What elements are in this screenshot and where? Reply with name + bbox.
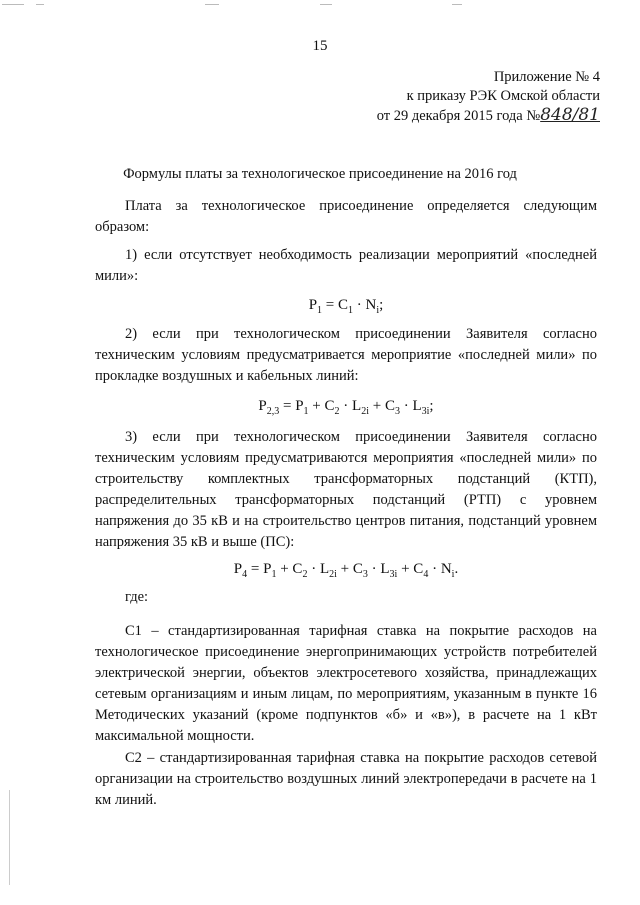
appendix-label: Приложение № 4 bbox=[493, 69, 600, 85]
intro-text: Плата за технологическое присоединение определяется следующим образом: bbox=[95, 198, 597, 235]
formula-p23: $P_{2,3} = P_1 + C_2 \cdot L_{2i} + C_3 \cdot L_{3i}$; bbox=[258, 398, 434, 417]
formula-p4: $P_4 = P_1 + C_2 \cdot L_{2i} + C_3 \cdot L_{3i} + C_4 \cdot N_i$. bbox=[233, 561, 459, 580]
scan-edge-mark bbox=[9, 790, 10, 885]
case3-text: 3) если при технологическом присоединении Заявителя согласно техническим условиям предусматриваются мероприятия «последней мили» по строительству комплектных трансформаторных подстанций (КТП), распределительных трансформаторных подстанций (РТП) с уровнем напряжения до 35 кВ и на строительство центров питания, подстанций уровнем напряжения 35 кВ и выше (ПС): bbox=[95, 429, 597, 550]
document-title: Формулы платы за технологическое присоединение на 2016 год bbox=[123, 166, 517, 182]
c1-definition bbox=[95, 621, 597, 747]
formula-p1: $P_1 = C_1 \cdot N_i$; bbox=[308, 297, 384, 316]
order-date-line bbox=[377, 106, 600, 126]
order-date: от 29 декабря 2015 года № bbox=[376, 108, 541, 124]
c2-text: С2 – стандартизированная тарифная ставка на покрытие расходов сетевой организации на строительство воздушных линий электропередачи в расчете на 1 км линий. bbox=[95, 750, 597, 808]
approval-block bbox=[377, 68, 600, 126]
case2-text: 2) если при технологическом присоединении Заявителя согласно техническим условиям предусматривается мероприятие «последней мили» по прокладке воздушных и кабельных линий: bbox=[95, 326, 597, 384]
case1-text: 1) если отсутствует необходимость реализации мероприятий «последней мили»: bbox=[95, 247, 597, 284]
order-reference: к приказу РЭК Омской области bbox=[406, 88, 600, 104]
page-number: 15 bbox=[312, 38, 328, 54]
c2-definition bbox=[95, 748, 597, 811]
c1-text: С1 – стандартизированная тарифная ставка на покрытие расходов на технологическое присоединение энергопринимающих устройств потребителей электрической энергии, объектов электросетевого хозяйства, принадлежащих сетевым организациям и иным лицам, по мероприятиям, указанным в пункте 16 Методических указаний (кроме подпунктов «б» и «в»), в расчете на 1 кВт максимальной мощности. bbox=[95, 623, 597, 744]
handwritten-order-number: 848/81 bbox=[540, 105, 600, 125]
case3-paragraph bbox=[95, 427, 597, 553]
where-paragraph bbox=[95, 587, 597, 608]
intro-paragraph bbox=[95, 196, 597, 238]
where-text: где: bbox=[125, 589, 149, 605]
case2-paragraph bbox=[95, 324, 597, 387]
case1-paragraph bbox=[95, 245, 597, 287]
scan-artifacts bbox=[0, 0, 640, 14]
